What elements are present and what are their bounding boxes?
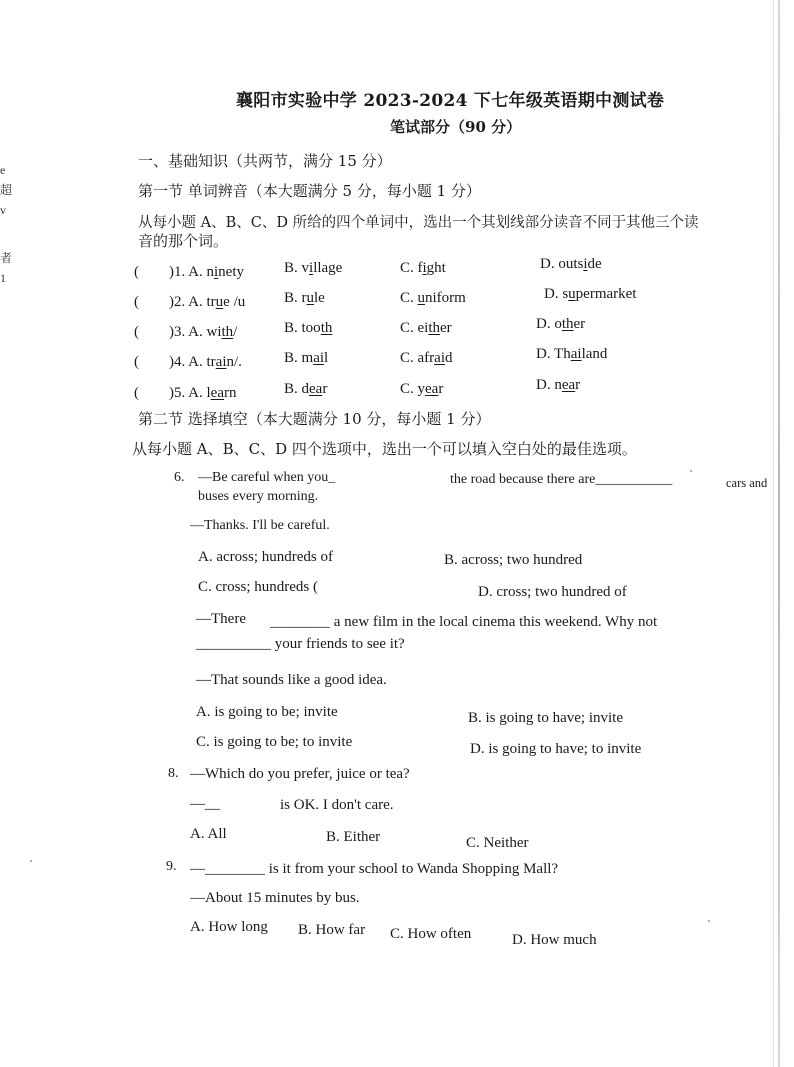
phonetics-item-2-option-b (284, 290, 325, 307)
q8-option-a: A. All (190, 826, 227, 842)
q8-line2-a: —__ (190, 796, 220, 812)
q7-line1-a: —There (196, 611, 246, 627)
section1-instruction-line2: 音的那个词。 (138, 232, 229, 250)
q9-option-b: B. How far (298, 922, 366, 938)
phonetics-item-1-option-c-text: C. f (400, 260, 423, 276)
phonetics-item-3-option-c-text: C. ei (400, 320, 429, 336)
q6-option-b: B. across; two hundred (444, 552, 583, 568)
phonetics-item-1-option-b (284, 260, 342, 277)
phonetics-item-5-option-a (134, 381, 237, 402)
phonetics-item-1-option-d-underlined: i (583, 256, 588, 272)
phonetics-item-2-option-d-text: permarket (575, 286, 637, 302)
phonetics-item-4-option-d-text: land (581, 346, 608, 362)
q8-line2-b: is OK. I don't care. (280, 797, 394, 813)
phonetics-item-3-option-a-text: / (233, 324, 238, 340)
phonetics-item-3-option-a (134, 320, 237, 341)
exam-title: 襄阳市实验中学 2023-2024 下七年级英语期中测试卷 (236, 91, 665, 111)
section1-heading: 第一节 单词辨音（本大题满分 5 分，每小题 1 分） (138, 182, 481, 200)
q7-line3: —That sounds like a good idea. (196, 672, 387, 688)
phonetics-item-3-option-d-text: er (573, 316, 586, 332)
phonetics-item-4-option-a-text: n/. (226, 354, 242, 370)
phonetics-item-3-option-d (536, 316, 585, 333)
phonetics-item-1-option-c-text: ght (426, 260, 446, 276)
phonetics-item-5-option-c-underlined: ea (425, 381, 439, 397)
q6-number: 6. (174, 470, 185, 485)
phonetics-item-5-option-c-text: C. y (400, 381, 426, 397)
q8-option-c: C. Neither (466, 835, 529, 851)
phonetics-item-2-option-a-text: ( )2. A. (134, 294, 207, 310)
q7-option-c: C. is going to be; to invite (196, 734, 353, 750)
left-margin-marks (0, 160, 12, 288)
phonetics-item-4-option-a-text: tr (206, 354, 216, 370)
q6-option-c: C. cross; hundreds ( (198, 579, 318, 595)
phonetics-item-3-option-b-text: B. too (284, 320, 321, 336)
q7-option-d: D. is going to have; to invite (470, 741, 642, 757)
phonetics-item-5-option-a-text: rn (224, 385, 237, 401)
q9-number: 9. (166, 859, 177, 874)
phonetics-item-5-option-a-text: l (206, 385, 211, 401)
phonetics-item-2-option-c (400, 290, 466, 307)
phonetics-item-5-option-b-text: r (322, 381, 328, 397)
phonetics-item-2-option-a (134, 290, 245, 311)
exam-subtitle: 笔试部分（90 分） (390, 118, 522, 136)
phonetics-item-1-option-b-text: llage (313, 260, 343, 276)
q6-line1-c: cars and (726, 476, 768, 490)
q6-line1-b: the road because there are___________ (450, 472, 673, 487)
phonetics-item-5-option-d-underlined: ea (561, 377, 576, 393)
scan-speck (30, 860, 32, 862)
phonetics-item-1-option-b-text: B. v (284, 260, 310, 276)
scan-edge-line-inner (773, 0, 774, 1067)
phonetics-item-1-option-d (540, 256, 602, 273)
phonetics-item-2-option-c-text: niform (425, 290, 466, 306)
q9-option-c: C. How often (390, 926, 472, 942)
phonetics-item-1-option-a-text: n (206, 264, 214, 280)
phonetics-item-4-option-a-underlined: ai (215, 354, 227, 370)
phonetics-item-2-option-b-underlined: u (306, 290, 314, 306)
phonetics-item-2-option-b-text: B. r (284, 290, 307, 306)
phonetics-item-3-option-a-text: ( )3. A. (134, 324, 207, 340)
phonetics-item-3-option-b (284, 320, 332, 337)
phonetics-item-2-option-d (544, 286, 636, 303)
scan-edge-line (778, 0, 780, 1067)
q6-option-a: A. across; hundreds of (198, 549, 333, 565)
phonetics-item-4-option-d-underlined: ai (570, 346, 582, 362)
phonetics-item-2-option-c-text: C. (400, 290, 418, 306)
q8-line1: —Which do you prefer, juice or tea? (190, 766, 410, 782)
q7-option-a: A. is going to be; invite (196, 704, 338, 720)
scan-speck (690, 470, 692, 472)
phonetics-item-4-option-b (284, 350, 328, 367)
phonetics-item-1-option-d-text: D. outs (540, 256, 584, 272)
phonetics-item-4-option-d (536, 346, 607, 363)
phonetics-item-3-option-c (400, 320, 452, 337)
phonetics-item-5-option-a-text: ( )5. A. (134, 385, 207, 401)
phonetics-item-5-option-a-underlined: ea (210, 385, 224, 401)
q8-option-b: B. Either (326, 829, 381, 845)
phonetics-item-1-option-a (134, 260, 244, 281)
margin-mark: e (0, 163, 6, 177)
phonetics-item-5-option-d-text: r (575, 377, 581, 393)
phonetics-item-3-option-a-underlined: th (221, 324, 234, 340)
phonetics-item-5-option-b (284, 381, 327, 398)
phonetics-item-1-option-a-underlined: i (214, 264, 219, 280)
phonetics-item-2-option-a-text: e /u (223, 294, 246, 310)
section2-heading: 第二节 选择填空（本大题满分 10 分，每小题 1 分） (138, 410, 491, 428)
margin-mark: 者 (0, 251, 13, 265)
phonetics-item-4-option-a (134, 350, 242, 371)
phonetics-item-1-option-c (400, 260, 446, 277)
phonetics-item-4-option-c-text: C. afr (400, 350, 435, 366)
q9-line1: —________ is it from your school to Wanda Shopping Mall? (190, 861, 559, 877)
scan-speck (708, 920, 710, 922)
q6-option-d: D. cross; two hundred of (478, 584, 627, 600)
phonetics-item-2-option-d-text: D. s (544, 286, 569, 302)
phonetics-item-3-option-d-text: D. o (536, 316, 562, 332)
phonetics-item-4-option-b-underlined: ai (313, 350, 325, 366)
phonetics-item-1-option-c-underlined: i (422, 260, 427, 276)
phonetics-item-4-option-d-text: D. Th (536, 346, 571, 362)
q7-option-b: B. is going to have; invite (468, 710, 623, 726)
phonetics-item-5-option-c (400, 381, 443, 398)
phonetics-item-4-option-c (400, 350, 452, 367)
margin-mark: 1 (0, 271, 6, 285)
phonetics-item-4-option-b-text: B. m (284, 350, 314, 366)
phonetics-item-2-option-c-underlined: u (417, 290, 426, 306)
phonetics-item-4-option-c-text: d (444, 350, 453, 366)
q9-option-a: A. How long (190, 919, 268, 935)
phonetics-item-3-option-b-underlined: th (320, 320, 333, 336)
section2-instruction: 从每小题 A、B、C、D 四个选项中，选出一个可以填入空白处的最佳选项。 (132, 440, 637, 458)
phonetics-item-1-option-a-text: nety (218, 264, 244, 280)
section1-instruction-line1: 从每小题 A、B、C、D 所给的四个单词中，选出一个其划线部分读音不同于其他三个读 (138, 215, 699, 231)
phonetics-item-5-option-d (536, 377, 580, 394)
phonetics-item-5-option-b-underlined: ea (309, 381, 323, 397)
phonetics-item-3-option-c-text: er (440, 320, 452, 336)
q8-number: 8. (168, 766, 179, 781)
phonetics-item-3-option-a-text: wi (206, 324, 222, 340)
q7-line2: __________ your friends to see it? (196, 636, 405, 652)
phonetics-item-5-option-b-text: B. d (284, 381, 310, 397)
phonetics-item-5-option-d-text: D. n (536, 377, 562, 393)
phonetics-item-5-option-c-text: r (438, 381, 444, 397)
phonetics-item-2-option-a-text: tr (206, 294, 216, 310)
phonetics-item-3-option-c-underlined: th (428, 320, 441, 336)
part1-heading: 一、基础知识（共两节，满分 15 分） (138, 152, 392, 170)
phonetics-item-3-option-d-underlined: th (561, 316, 574, 332)
phonetics-item-1-option-d-text: de (587, 256, 602, 272)
q6-line2: buses every morning. (198, 489, 319, 504)
phonetics-item-2-option-b-text: le (314, 290, 325, 306)
phonetics-item-1-option-b-underlined: i (309, 260, 314, 276)
phonetics-item-4-option-a-text: ( )4. A. (134, 354, 207, 370)
phonetics-item-4-option-c-underlined: ai (434, 350, 445, 366)
q6-line3: —Thanks. I'll be careful. (190, 518, 330, 533)
q9-line2: —About 15 minutes by bus. (190, 890, 360, 906)
q9-option-d: D. How much (512, 932, 597, 948)
margin-mark: v (0, 203, 6, 217)
phonetics-item-2-option-d-underlined: u (568, 286, 576, 302)
q6-line1-a: —Be careful when you_ (198, 470, 336, 485)
phonetics-item-4-option-b-text: l (324, 350, 329, 366)
margin-mark: 超 (0, 183, 13, 197)
phonetics-item-1-option-a-text: ( )1. A. (134, 264, 207, 280)
phonetics-item-2-option-a-underlined: u (215, 294, 224, 310)
q7-line1-b: ________ a new film in the local cinema this weekend. Why not (270, 614, 658, 630)
